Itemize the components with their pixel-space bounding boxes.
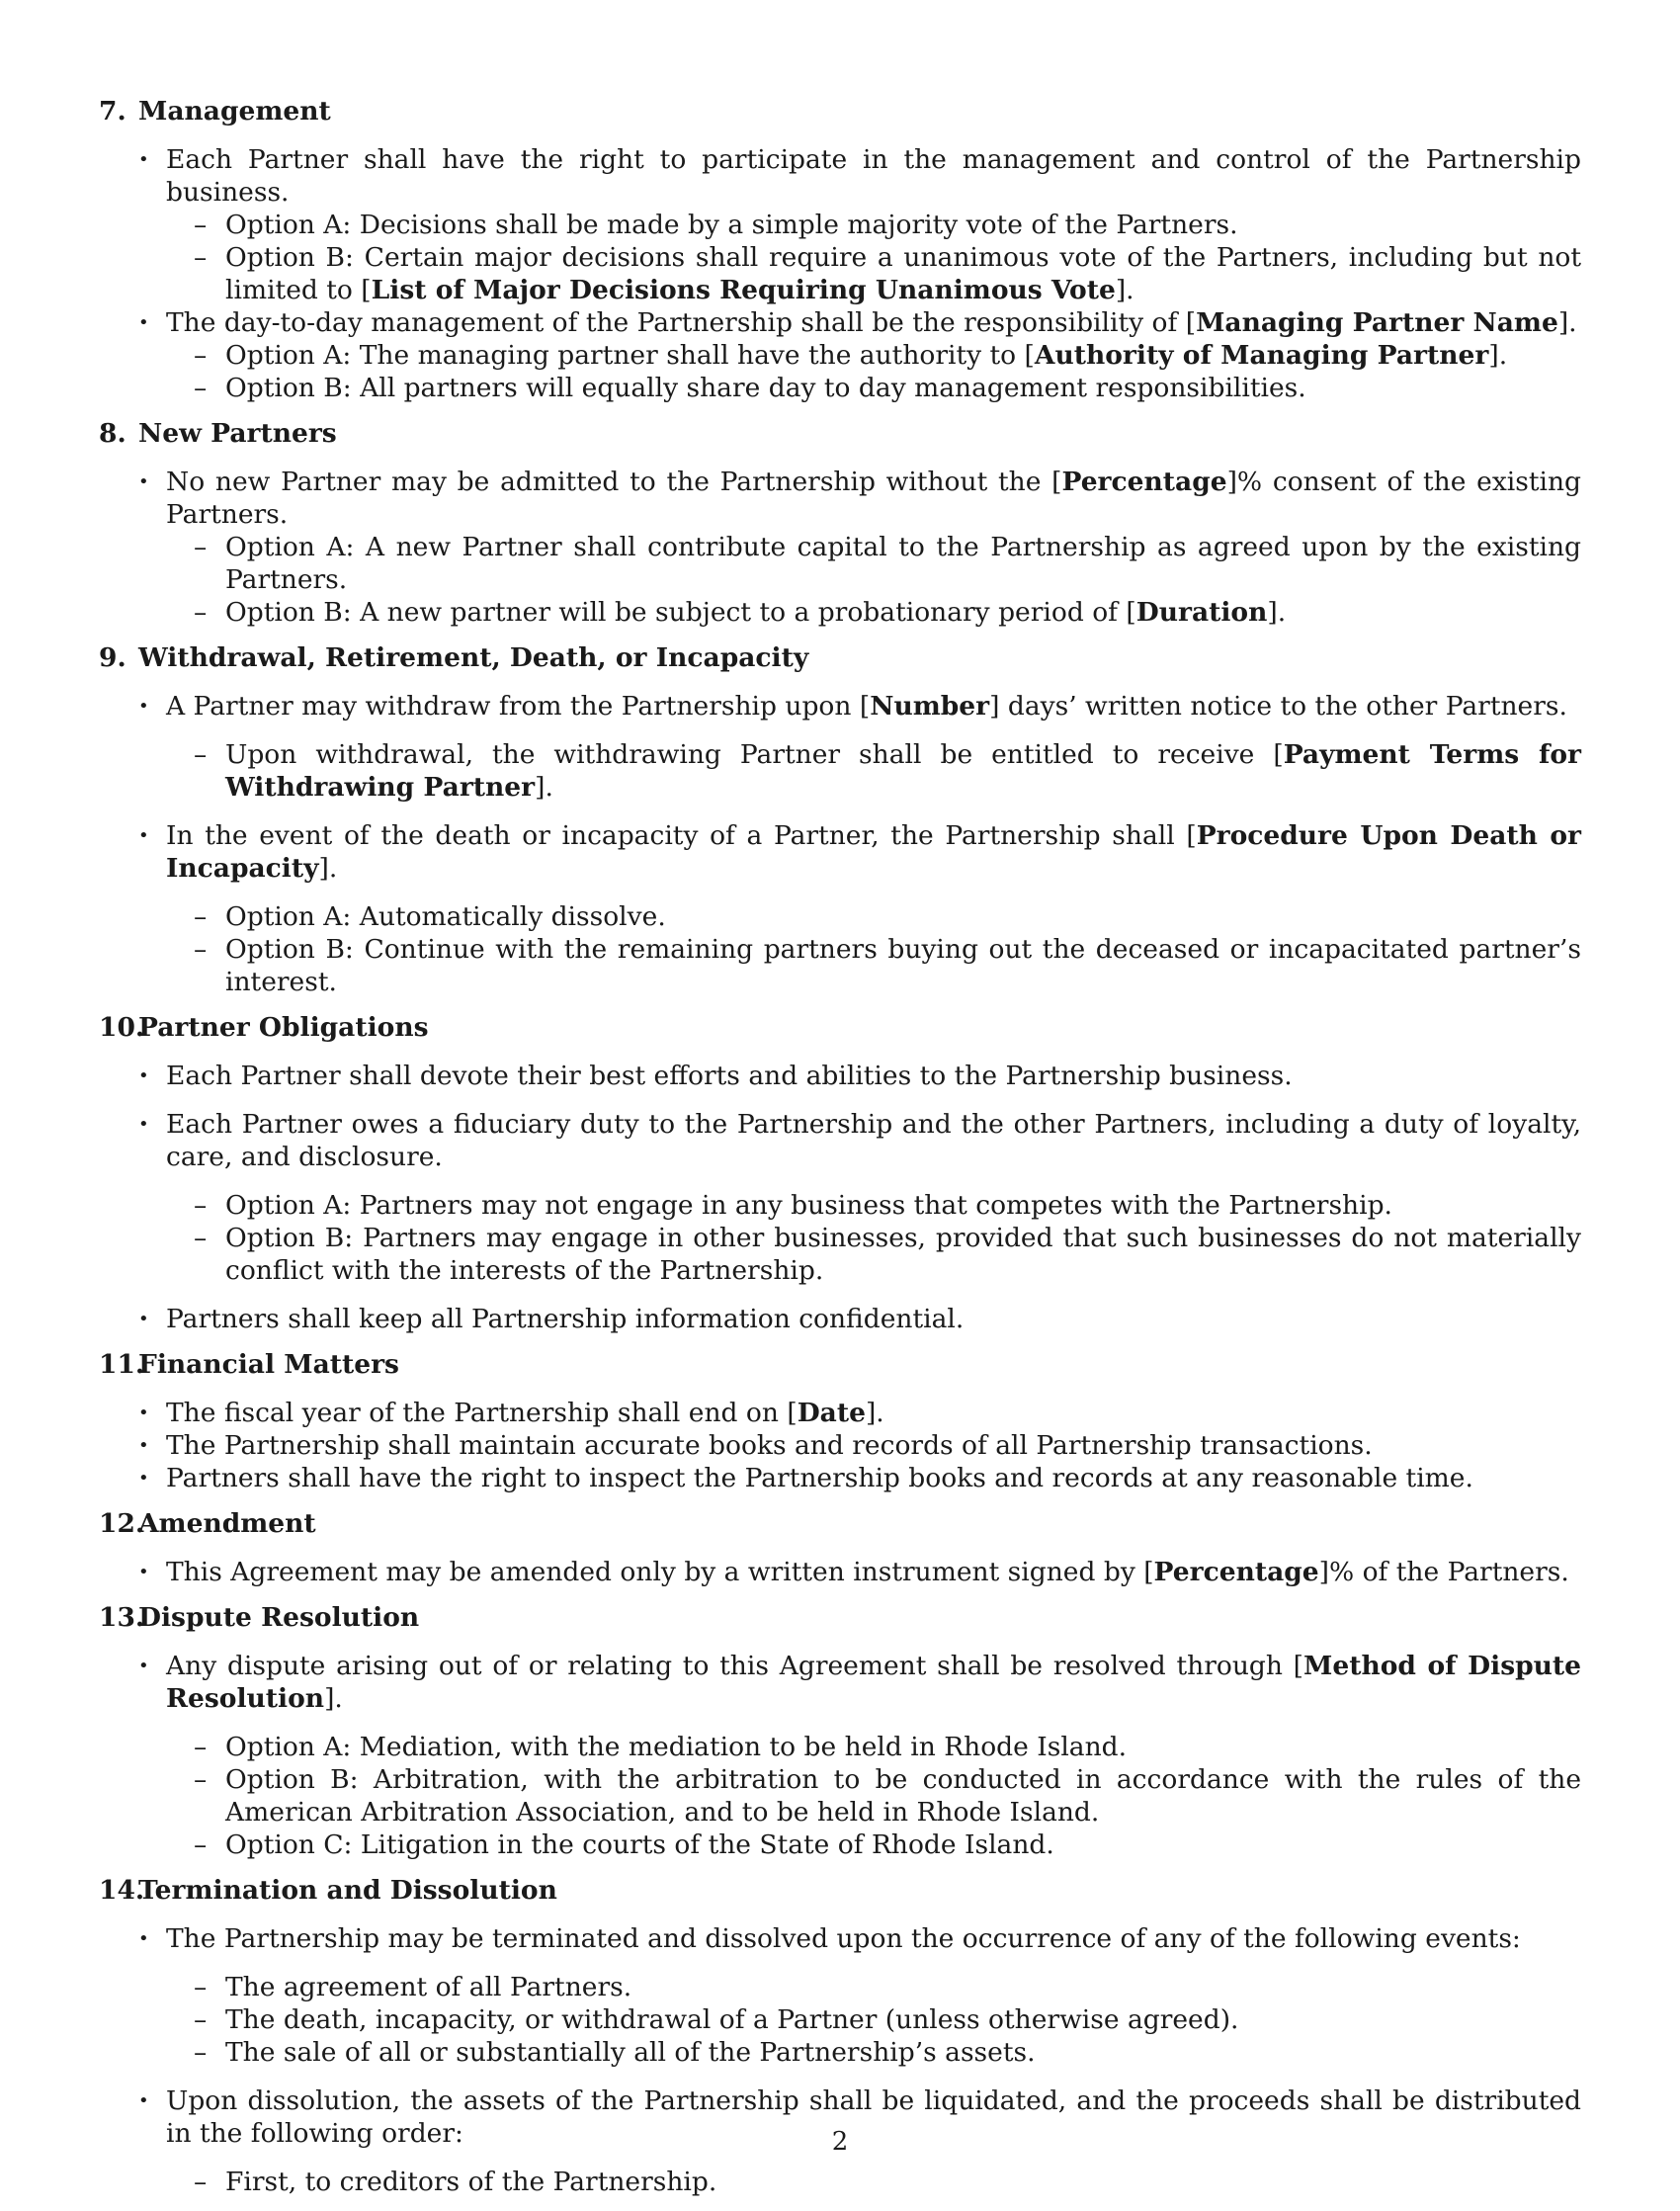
item-paragraph (166, 1922, 1581, 1955)
sub-item-paragraph (225, 933, 1581, 998)
sub-item-paragraph (225, 900, 1581, 933)
placeholder-field: List of Major Decisions Requiring Unanimous Vote (371, 275, 1116, 305)
item-paragraph (166, 1060, 1581, 1092)
dash-icon: – (194, 1972, 208, 2002)
text-segment: Option B: Certain major decisions shall require a unanimous vote of the Partners, including but not limited to [ (225, 242, 1581, 305)
section-number: 10. (99, 1012, 145, 1043)
dash-icon: – (194, 2037, 208, 2068)
text-segment: ]% of the Partners. (1318, 1557, 1569, 1587)
sub-list-item (166, 1828, 1581, 1861)
text-segment: No new Partner may be admitted to the Partnership without the [ (166, 467, 1062, 497)
section-heading (99, 1874, 1581, 1907)
item-paragraph (166, 143, 1581, 209)
section-title: Partner Obligations (138, 1012, 429, 1043)
sub-item-paragraph (225, 1828, 1581, 1861)
section-title: Amendment (138, 1508, 316, 1539)
section-title: Dispute Resolution (138, 1602, 420, 1633)
bullet-icon: • (138, 1065, 149, 1086)
section-title: Withdrawal, Retirement, Death, or Incapacity (138, 642, 809, 673)
sub-item-paragraph (225, 738, 1581, 804)
item-paragraph (166, 306, 1581, 339)
bullet-icon: • (138, 1114, 149, 1135)
bullet-icon: • (138, 471, 149, 492)
bullet-list (99, 1060, 1581, 1335)
dash-icon: – (194, 739, 208, 770)
item-paragraph (166, 1556, 1581, 1588)
item-paragraph (166, 819, 1581, 885)
bullet-icon: • (138, 1468, 149, 1488)
bullet-icon: • (138, 1562, 149, 1582)
section-number: 12. (99, 1508, 145, 1539)
sub-item-text: Option A: Automatically dissolve. (225, 901, 666, 932)
sub-item-paragraph (225, 1189, 1581, 1222)
bullet-icon: • (138, 312, 149, 333)
sub-item-text: The sale of all or substantially all of the Partnership’s assets. (225, 2037, 1036, 2068)
list-item (99, 143, 1581, 306)
text-segment: ]. (324, 1683, 343, 1714)
section (99, 641, 1581, 998)
sub-list-item (166, 1763, 1581, 1828)
text-segment: ]. (1115, 275, 1134, 305)
sub-list (166, 1971, 1581, 2069)
list-item (99, 1556, 1581, 1588)
item-paragraph (166, 690, 1581, 723)
sub-list-item (166, 531, 1581, 596)
item-text: Upon dissolution, the assets of the Partnership shall be liquidated, and the proceeds shall be distributed in the following order: (166, 2085, 1581, 2149)
section-heading (99, 1507, 1581, 1540)
sub-item-text: Option A: Mediation, with the mediation to be held in Rhode Island. (225, 1732, 1128, 1762)
section (99, 1011, 1581, 1335)
placeholder-field: Payment Terms for Withdrawing Partner (225, 739, 1581, 803)
section-heading (99, 1348, 1581, 1381)
section-title: Management (138, 96, 331, 127)
sub-item-paragraph (225, 339, 1581, 372)
sub-item-text: The agreement of all Partners. (225, 1972, 632, 2002)
sub-list-item (166, 1971, 1581, 2003)
bullet-list (99, 1650, 1581, 1861)
sub-item-text: Option B: Continue with the remaining partners buying out the deceased or incapacitated partner’s interest. (225, 934, 1581, 997)
sub-item-paragraph (225, 2166, 1581, 2198)
text-segment: ]. (318, 853, 338, 884)
section-heading (99, 417, 1581, 450)
sub-list-item (166, 241, 1581, 306)
bullet-list (99, 690, 1581, 998)
dash-icon: – (194, 242, 208, 273)
bullet-icon: • (138, 825, 149, 846)
placeholder-field: Method of Dispute Resolution (166, 1651, 1582, 1714)
sub-list-item (166, 738, 1581, 804)
dash-icon: – (194, 1223, 208, 1253)
placeholder-field: Percentage (1061, 467, 1227, 497)
list-item (99, 819, 1581, 998)
item-paragraph (166, 466, 1581, 531)
sub-list-item (166, 209, 1581, 241)
sub-item-text: Option B: All partners will equally share day to day management responsibilities. (225, 373, 1306, 403)
dash-icon: – (194, 1732, 208, 1762)
bullet-icon: • (138, 696, 149, 717)
sub-item-text: Option C: Litigation in the courts of the State of Rhode Island. (225, 1829, 1054, 1860)
sub-list-item (166, 1222, 1581, 1287)
sub-list-item (166, 596, 1581, 629)
section (99, 95, 1581, 404)
document-body (99, 95, 1581, 2211)
section (99, 1601, 1581, 1861)
section-number: 11. (99, 1349, 145, 1380)
section-number: 13. (99, 1602, 145, 1633)
sub-item-paragraph (225, 531, 1581, 596)
sub-list-item (166, 933, 1581, 998)
list-item (99, 1650, 1581, 1861)
bullet-list (99, 466, 1581, 629)
sub-list (166, 2166, 1581, 2198)
list-item (99, 1303, 1581, 1335)
list-item (99, 1108, 1581, 1287)
dash-icon: – (194, 373, 208, 403)
sub-item-text: Option A: A new Partner shall contribute capital to the Partnership as agreed upon by the existing Partners. (225, 532, 1581, 595)
item-paragraph (166, 1650, 1581, 1715)
list-item (99, 306, 1581, 404)
dash-icon: – (194, 2004, 208, 2035)
item-text: The Partnership shall maintain accurate books and records of all Partnership transactions. (166, 1430, 1373, 1461)
text-segment: ]. (865, 1398, 884, 1428)
sub-list-item (166, 372, 1581, 404)
list-item (99, 1922, 1581, 2069)
item-paragraph (166, 1397, 1581, 1429)
dash-icon: – (194, 901, 208, 932)
bullet-list (99, 1397, 1581, 1494)
sub-list-item (166, 1731, 1581, 1763)
sub-list-item (166, 1189, 1581, 1222)
dash-icon: – (194, 340, 208, 371)
text-segment: Option A: The managing partner shall have the authority to [ (225, 340, 1035, 371)
page-number: 2 (831, 2127, 849, 2157)
text-segment: In the event of the death or incapacity of a Partner, the Partnership shall [ (166, 820, 1197, 851)
sub-item-paragraph (225, 596, 1581, 629)
item-text: Partners shall keep all Partnership information confidential. (166, 1304, 965, 1334)
bullet-icon: • (138, 149, 149, 170)
section-title: Financial Matters (138, 1349, 399, 1380)
bullet-list (99, 1556, 1581, 1588)
sub-list (166, 900, 1581, 998)
sub-list-item (166, 339, 1581, 372)
sub-item-text: First, to creditors of the Partnership. (225, 2167, 717, 2197)
placeholder-field: Duration (1135, 597, 1268, 628)
sub-item-paragraph (225, 1222, 1581, 1287)
sub-list-item (166, 2036, 1581, 2069)
sub-item-paragraph (225, 241, 1581, 306)
bullet-icon: • (138, 1435, 149, 1456)
bullet-icon: • (138, 1403, 149, 1423)
dash-icon: – (194, 1829, 208, 1860)
dash-icon: – (194, 597, 208, 628)
text-segment: Any dispute arising out of or relating to this Agreement shall be resolved through [ (166, 1651, 1304, 1681)
placeholder-field: Date (797, 1398, 866, 1428)
bullet-list (99, 143, 1581, 404)
item-text: Each Partner shall have the right to participate in the management and control of the Partnership business. (166, 144, 1581, 208)
bullet-icon: • (138, 2090, 149, 2111)
section-heading (99, 1601, 1581, 1634)
list-item (99, 1397, 1581, 1429)
sub-item-text: Option A: Decisions shall be made by a simple majority vote of the Partners. (225, 210, 1238, 240)
item-text: Partners shall have the right to inspect the Partnership books and records at any reasonable time. (166, 1463, 1473, 1493)
list-item (99, 1060, 1581, 1092)
sub-item-text: Option B: Arbitration, with the arbitration to be conducted in accordance with the rules of the American Arbitration Association, and to be held in Rhode Island. (225, 1764, 1581, 1828)
text-segment: ] days’ written notice to the other Partners. (989, 691, 1567, 722)
item-paragraph (166, 1303, 1581, 1335)
item-paragraph (166, 1429, 1581, 1462)
placeholder-field: Percentage (1153, 1557, 1319, 1587)
section-number: 8. (99, 418, 126, 449)
section (99, 1348, 1581, 1494)
sub-list-item (166, 2003, 1581, 2036)
item-text: Each Partner owes a fiduciary duty to the Partnership and the other Partners, including a duty of loyalty, care, and disclosure. (166, 1109, 1581, 1172)
sub-list (166, 738, 1581, 804)
section (99, 417, 1581, 629)
text-segment: ]. (1488, 340, 1508, 371)
text-segment: ]% consent of the existing Partners. (166, 467, 1582, 530)
text-segment: Upon withdrawal, the withdrawing Partner shall be entitled to receive [ (225, 739, 1284, 770)
section-title: New Partners (138, 418, 337, 449)
text-segment: ]. (535, 772, 553, 803)
placeholder-field: Number (870, 691, 990, 722)
list-item (99, 690, 1581, 804)
item-paragraph (166, 1108, 1581, 1173)
dash-icon: – (194, 2167, 208, 2197)
dash-icon: – (194, 210, 208, 240)
dash-icon: – (194, 1190, 208, 1221)
section-number: 14. (99, 1875, 145, 1906)
sub-item-paragraph (225, 1731, 1581, 1763)
list-item (99, 1462, 1581, 1494)
text-segment: A Partner may withdraw from the Partnership upon [ (166, 691, 871, 722)
section-heading (99, 641, 1581, 674)
sub-item-text: The death, incapacity, or withdrawal of a Partner (unless otherwise agreed). (225, 2004, 1239, 2035)
section-number: 7. (99, 96, 126, 127)
section (99, 1507, 1581, 1588)
text-segment: Option B: A new partner will be subject to a probationary period of [ (225, 597, 1136, 628)
sub-list (166, 1189, 1581, 1287)
placeholder-field: Authority of Managing Partner (1034, 340, 1489, 371)
placeholder-field: Procedure Upon Death or Incapacity (166, 820, 1581, 884)
sub-list (166, 209, 1581, 306)
section-heading (99, 95, 1581, 128)
text-segment: This Agreement may be amended only by a written instrument signed by [ (166, 1557, 1154, 1587)
sub-item-paragraph (225, 2036, 1581, 2069)
sub-item-paragraph (225, 2003, 1581, 2036)
placeholder-field: Managing Partner Name (1196, 307, 1558, 338)
sub-item-text: Option A: Partners may not engage in any business that competes with the Partnership. (225, 1190, 1392, 1221)
item-paragraph (166, 1462, 1581, 1494)
dash-icon: – (194, 1764, 208, 1795)
sub-item-paragraph (225, 1971, 1581, 2003)
bullet-icon: • (138, 1928, 149, 1949)
text-segment: The fiscal year of the Partnership shall end on [ (166, 1398, 798, 1428)
sub-list (166, 339, 1581, 404)
dash-icon: – (194, 532, 208, 562)
section-heading (99, 1011, 1581, 1044)
item-text: Each Partner shall devote their best efforts and abilities to the Partnership business. (166, 1061, 1293, 1091)
bullet-icon: • (138, 1309, 149, 1329)
bullet-list (99, 1922, 1581, 2198)
text-segment: ]. (1267, 597, 1287, 628)
bullet-icon: • (138, 1656, 149, 1676)
sub-item-paragraph (225, 209, 1581, 241)
list-item (99, 466, 1581, 629)
text-segment: The day-to-day management of the Partnership shall be the responsibility of [ (166, 307, 1197, 338)
dash-icon: – (194, 934, 208, 965)
sub-list-item (166, 900, 1581, 933)
section-title: Termination and Dissolution (138, 1875, 557, 1906)
sub-item-paragraph (225, 1763, 1581, 1828)
sub-list (166, 531, 1581, 629)
item-text: The Partnership may be terminated and dissolved upon the occurrence of any of the following events: (166, 1923, 1521, 1954)
sub-item-paragraph (225, 372, 1581, 404)
sub-list (166, 1731, 1581, 1861)
section-number: 9. (99, 642, 126, 673)
list-item (99, 1429, 1581, 1462)
text-segment: ]. (1557, 307, 1577, 338)
sub-list-item (166, 2166, 1581, 2198)
sub-item-text: Option B: Partners may engage in other businesses, provided that such businesses do not materially conflict with the interests of the Partnership. (225, 1223, 1581, 1286)
